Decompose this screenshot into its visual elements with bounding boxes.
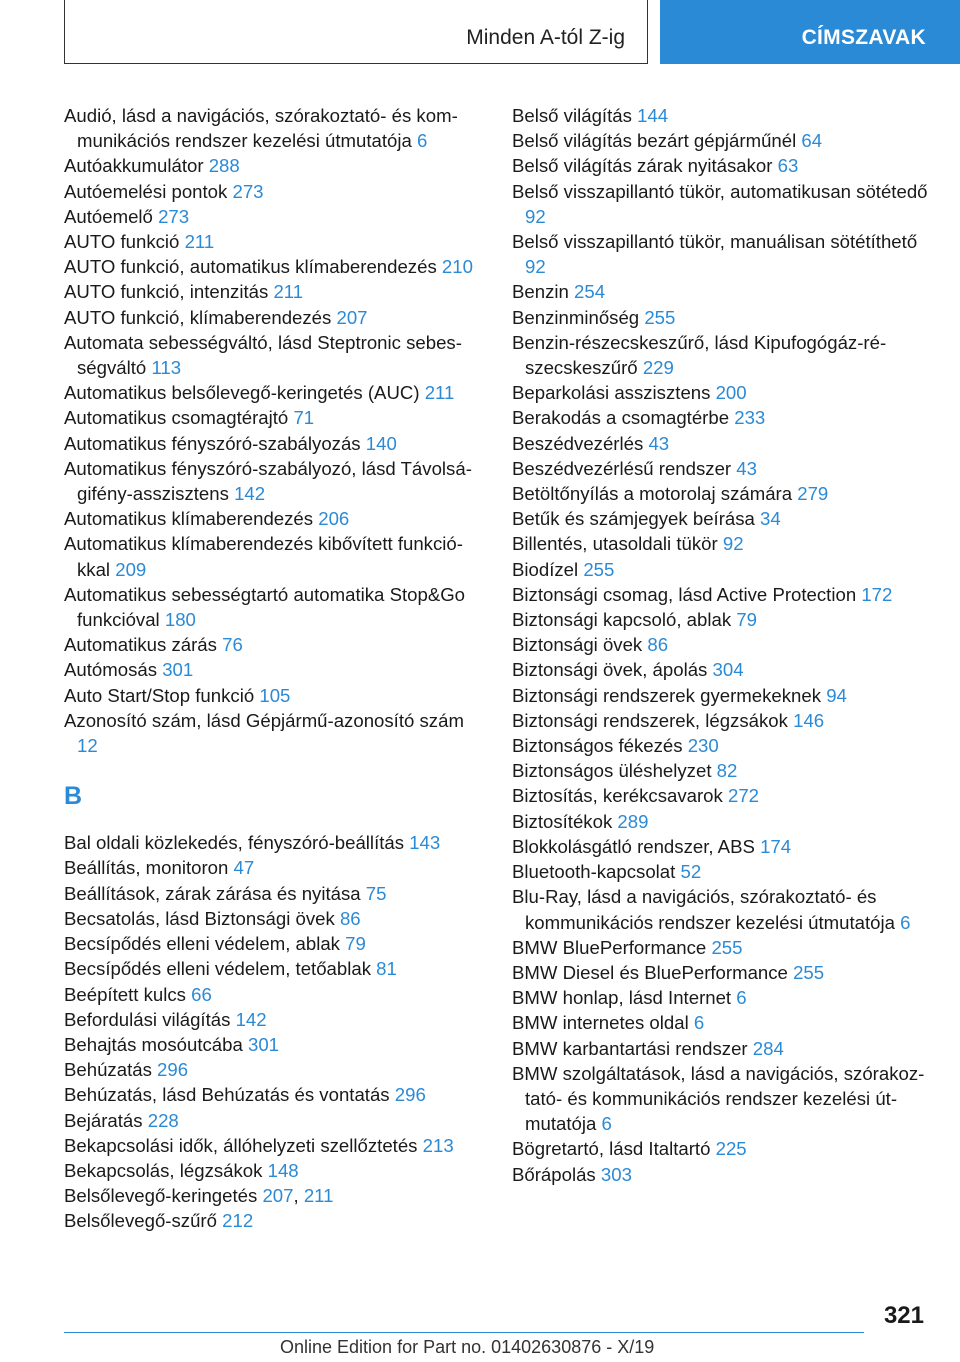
index-entry bbox=[64, 279, 486, 304]
entry-text: BMW honlap, lásd Internet bbox=[512, 987, 732, 1009]
index-entry bbox=[64, 380, 486, 405]
index-entry bbox=[512, 884, 934, 934]
index-entry bbox=[512, 1010, 934, 1035]
entry-text: Autóemelési pontok bbox=[64, 180, 228, 202]
page-link[interactable]: 79 bbox=[345, 933, 366, 955]
index-entry bbox=[512, 834, 934, 859]
page-link[interactable]: 92 bbox=[525, 205, 546, 227]
entry-text: Betöltőnyílás a motorolaj számára bbox=[512, 483, 793, 505]
entry-text: Biztonságos üléshelyzet bbox=[512, 760, 712, 782]
page-link[interactable]: 143 bbox=[409, 832, 441, 854]
index-entry bbox=[512, 506, 934, 531]
page-link[interactable]: 207 bbox=[262, 1185, 294, 1207]
entry-text: Autóemelő bbox=[64, 205, 153, 227]
index-entry bbox=[64, 1032, 486, 1057]
index-entry bbox=[64, 982, 486, 1007]
index-entry bbox=[512, 531, 934, 556]
index-entry bbox=[512, 557, 934, 582]
page-link[interactable]: 82 bbox=[716, 760, 738, 782]
entries-a-list bbox=[64, 103, 486, 758]
index-entry bbox=[512, 380, 934, 405]
index-entry bbox=[64, 405, 486, 430]
page-link[interactable]: 284 bbox=[752, 1037, 784, 1059]
index-entry bbox=[64, 229, 486, 254]
index-entry bbox=[512, 657, 934, 682]
index-entry bbox=[512, 330, 934, 380]
page-link[interactable]: 6 bbox=[693, 1012, 705, 1034]
page-link[interactable]: 76 bbox=[222, 634, 243, 656]
page-link[interactable]: 52 bbox=[680, 861, 702, 883]
index-entry bbox=[512, 1036, 934, 1061]
entry-text: AUTO funkció bbox=[64, 231, 180, 253]
entry-text: BMW Diesel és BluePerformance bbox=[512, 961, 788, 983]
entry-text: BMW karbantartási rendszer bbox=[512, 1037, 748, 1059]
page-link[interactable]: 211 bbox=[184, 231, 215, 253]
index-entry bbox=[512, 783, 934, 808]
entry-text: Benzinminőség bbox=[512, 306, 640, 328]
page-number: 321 bbox=[883, 1302, 924, 1329]
index-entry bbox=[64, 330, 486, 380]
entry-text: Automatikus belsőlevegő-keringetés (AUC) bbox=[64, 382, 420, 404]
entry-text: Belső világítás bbox=[512, 105, 632, 126]
index-entry bbox=[512, 607, 934, 632]
entry-text: Blokkolásgátló rendszer, ABS bbox=[512, 835, 755, 857]
index-entry bbox=[64, 506, 486, 531]
index-entry bbox=[64, 1158, 486, 1183]
index-entry bbox=[64, 881, 486, 906]
page-link[interactable]: 230 bbox=[687, 735, 719, 757]
index-entry bbox=[512, 229, 934, 279]
page-link[interactable]: 273 bbox=[232, 180, 264, 202]
entry-text: Beállítás, monitoron bbox=[64, 857, 229, 879]
index-entry bbox=[64, 204, 486, 229]
entry-text: Belsőlevegő-szűrő bbox=[64, 1210, 217, 1232]
page-link[interactable]: 92 bbox=[525, 256, 546, 278]
entry-text: Biztosítékok bbox=[512, 810, 613, 832]
entry-text: Beparkolási asszisztens bbox=[512, 382, 711, 404]
entry-text: Biztosítás, kerékcsavarok bbox=[512, 785, 723, 807]
entry-text: Bal oldali közlekedés, fényszóró-beállítás bbox=[64, 832, 405, 854]
page-link[interactable]: 47 bbox=[233, 857, 255, 879]
entry-text: BMW szolgáltatások, lásd a navigációs, szórakoztató- és kommunikációs rendszer kezelési útmutatója bbox=[512, 1062, 925, 1135]
index-entry bbox=[64, 1133, 486, 1158]
index-entry bbox=[512, 405, 934, 430]
entry-text: AUTO funkció, klímaberendezés bbox=[64, 306, 332, 328]
index-entry bbox=[64, 708, 486, 758]
entry-text: Becsípődés elleni védelem, ablak bbox=[64, 933, 340, 955]
page-link[interactable]: 79 bbox=[736, 609, 757, 631]
page-link[interactable]: 207 bbox=[336, 306, 368, 328]
entry-text: Beszédvezérlésű rendszer bbox=[512, 457, 732, 479]
index-entry bbox=[512, 809, 934, 834]
page-link[interactable]: 211 bbox=[273, 281, 304, 303]
page-link[interactable]: 92 bbox=[722, 533, 744, 555]
section-letter: B bbox=[64, 782, 83, 811]
entry-text: Belső visszapillantó tükör, automatikusan sötétedő bbox=[512, 180, 928, 202]
page-link[interactable]: 233 bbox=[734, 407, 766, 429]
entries-b-cont-list bbox=[512, 103, 934, 1187]
page-link[interactable]: 43 bbox=[648, 432, 670, 454]
page-link[interactable]: 254 bbox=[574, 281, 606, 303]
index-entry bbox=[64, 1208, 486, 1233]
entry-text: Benzin bbox=[512, 281, 569, 303]
entry-text: Belső világítás bezárt gépjárműnél bbox=[512, 130, 797, 152]
entry-text: Befordulási világítás bbox=[64, 1008, 231, 1030]
index-entry bbox=[64, 956, 486, 981]
page-link[interactable]: 148 bbox=[267, 1159, 299, 1181]
index-entry bbox=[512, 708, 934, 733]
index-entry bbox=[64, 1082, 486, 1107]
index-entry bbox=[512, 1162, 934, 1187]
page-link[interactable]: 212 bbox=[222, 1210, 254, 1232]
page-link[interactable]: 6 bbox=[900, 911, 911, 933]
entry-text: Automatikus fényszóró-szabályozás bbox=[64, 432, 361, 454]
page-link[interactable]: 43 bbox=[736, 457, 757, 479]
page-link[interactable]: 209 bbox=[115, 558, 147, 580]
index-entry bbox=[64, 632, 486, 657]
entry-text: Beszédvezérlés bbox=[512, 432, 644, 454]
right-column bbox=[512, 103, 934, 1187]
index-entry bbox=[64, 1007, 486, 1032]
page-link[interactable]: 229 bbox=[642, 357, 674, 379]
index-entry bbox=[512, 758, 934, 783]
index-entry bbox=[64, 531, 486, 581]
index-entry bbox=[512, 985, 934, 1010]
index-entry bbox=[512, 279, 934, 304]
page-link[interactable]: 94 bbox=[826, 684, 847, 706]
page-link[interactable]: 301 bbox=[162, 659, 194, 681]
entry-text: BMW BluePerformance bbox=[512, 936, 707, 958]
entry-text: BMW internetes oldal bbox=[512, 1012, 689, 1034]
page-link[interactable]: 140 bbox=[365, 432, 397, 454]
entry-text: Automatikus fényszóró-szabályozó, lásd Távolságifény-asszisztens bbox=[64, 457, 472, 505]
page-link[interactable]: 272 bbox=[727, 785, 760, 807]
index-entry bbox=[64, 456, 486, 506]
entry-text: Automatikus klímaberendezés bbox=[64, 508, 314, 530]
entry-text: Autómosás bbox=[64, 659, 158, 681]
index-entry bbox=[512, 179, 934, 229]
index-entry bbox=[64, 657, 486, 682]
page-link[interactable]: 86 bbox=[339, 907, 361, 929]
entry-text: Betűk és számjegyek beírása bbox=[512, 508, 755, 530]
page-link[interactable]: 113 bbox=[151, 357, 182, 379]
index-entry bbox=[512, 128, 934, 153]
footer-edition: Online Edition for Part no. 01402630876 - X/19 bbox=[280, 1337, 655, 1357]
index-entry bbox=[64, 906, 486, 931]
entry-text: Biztonsági rendszerek gyermekeknek bbox=[512, 684, 822, 706]
page-link[interactable]: 213 bbox=[422, 1134, 454, 1156]
entry-text: Billentés, utasoldali tükör bbox=[512, 533, 718, 555]
index-entry bbox=[512, 1136, 934, 1161]
index-entry bbox=[512, 582, 934, 607]
index-entry bbox=[512, 481, 934, 506]
index-entry bbox=[512, 859, 934, 884]
entry-text: Automatikus sebességtartó automatika Stop&Go funkcióval bbox=[64, 583, 466, 631]
entry-text: Bluetooth-kapcsolat bbox=[512, 861, 676, 883]
index-entry bbox=[512, 1061, 934, 1137]
entry-text: AUTO funkció, intenzitás bbox=[64, 281, 269, 303]
index-entry: Belsőlevegő-keringetés 207, 211 bbox=[64, 1185, 334, 1207]
entry-text: Belső visszapillantó tükör, manuálisan sötétíthető bbox=[512, 231, 918, 253]
entry-text: Benzin-részecskeszűrő, lásd Kipufogógáz-részecskeszűrő bbox=[512, 331, 887, 379]
entry-text: Bejáratás bbox=[64, 1109, 143, 1131]
page-link[interactable]: 174 bbox=[760, 835, 792, 857]
entry-text: Bőrápolás bbox=[512, 1163, 596, 1185]
index-entry bbox=[512, 683, 934, 708]
page-link[interactable]: 146 bbox=[793, 709, 825, 731]
index-entry bbox=[64, 830, 486, 855]
entry-text: Belső világítás zárak nyitásakor bbox=[512, 155, 773, 177]
index-entry bbox=[512, 153, 934, 178]
page-link[interactable]: 288 bbox=[208, 155, 240, 177]
entry-text: Behúzatás, lásd Behúzatás és vontatás bbox=[64, 1084, 390, 1106]
page-link[interactable]: 64 bbox=[801, 130, 823, 152]
page-link[interactable]: 86 bbox=[647, 634, 669, 656]
section-title: Minden A-tól Z-ig bbox=[466, 26, 625, 49]
page-link[interactable]: 180 bbox=[164, 609, 196, 631]
index-entry bbox=[64, 855, 486, 880]
index-entry bbox=[64, 931, 486, 956]
entry-text: Biztonsági csomag, lásd Active Protection bbox=[512, 583, 857, 605]
entry-text: Biztonsági övek bbox=[512, 634, 643, 656]
entry-text: Audió, lásd a navigációs, szórakoztató- és kommunikációs rendszer kezelési útmutatója bbox=[64, 105, 458, 152]
entry-text: Behúzatás bbox=[64, 1059, 152, 1081]
page-link[interactable]: 211 bbox=[424, 382, 455, 404]
page-link[interactable]: 34 bbox=[760, 508, 781, 530]
entry-text: Biztonsági övek, ápolás bbox=[512, 659, 708, 681]
entry-text: Blu-Ray, lásd a navigációs, szórakoztató- és kommunikációs rendszer kezelési útmutatója bbox=[512, 886, 895, 933]
page-link[interactable]: 296 bbox=[157, 1059, 189, 1081]
entry-text: Beépített kulcs bbox=[64, 983, 186, 1005]
index-entry bbox=[512, 305, 934, 330]
page-link[interactable]: 255 bbox=[711, 936, 743, 958]
entry-text: Biodízel bbox=[512, 558, 579, 580]
page-link[interactable]: 142 bbox=[234, 483, 266, 505]
page-link[interactable]: 225 bbox=[715, 1138, 747, 1160]
page-link[interactable]: 206 bbox=[318, 508, 350, 530]
page-link[interactable]: 255 bbox=[793, 961, 825, 983]
index-entry bbox=[64, 254, 486, 279]
index-entry bbox=[64, 431, 486, 456]
entry-text: Bögretartó, lásd Italtartó bbox=[512, 1138, 711, 1160]
entry-text: Automatikus csomagtérajtó bbox=[64, 407, 289, 429]
page-link[interactable]: 144 bbox=[637, 105, 669, 126]
entry-text: Becsípődés elleni védelem, tetőablak bbox=[64, 958, 371, 980]
page-link[interactable]: 255 bbox=[583, 558, 615, 580]
page-link[interactable]: 255 bbox=[644, 306, 676, 328]
entry-text: Behajtás mosóutcába bbox=[64, 1033, 243, 1055]
entry-text: Bekapcsolási idők, állóhelyzeti szellőztetés bbox=[64, 1134, 418, 1156]
index-entry bbox=[512, 431, 934, 456]
left-column bbox=[64, 103, 486, 1234]
entry-text: Biztonsági kapcsoló, ablak bbox=[512, 609, 732, 631]
footer-divider bbox=[64, 1332, 864, 1333]
index-entry bbox=[64, 179, 486, 204]
entry-text: Autóakkumulátor bbox=[64, 155, 204, 177]
entry-text: Biztonsági rendszerek, légzsákok bbox=[512, 709, 788, 731]
entry-text: Becsatolás, lásd Biztonsági övek bbox=[64, 907, 335, 929]
index-entry bbox=[512, 456, 934, 481]
index-entry bbox=[64, 1108, 486, 1133]
page-link[interactable]: 75 bbox=[365, 882, 387, 904]
page-link[interactable]: 273 bbox=[158, 205, 190, 227]
page-link[interactable]: 66 bbox=[191, 983, 212, 1005]
entry-text: Biztonságos fékezés bbox=[512, 735, 683, 757]
page-link[interactable]: 296 bbox=[394, 1084, 426, 1106]
page-link[interactable]: 210 bbox=[441, 256, 473, 278]
index-entry bbox=[64, 305, 486, 330]
entry-text: Automatikus klímaberendezés kibővített funkciókkal bbox=[64, 533, 463, 580]
page-link[interactable]: 289 bbox=[617, 810, 649, 832]
header-tab bbox=[660, 0, 960, 64]
page-link[interactable]: 301 bbox=[248, 1033, 280, 1055]
index-entry bbox=[512, 632, 934, 657]
page-link[interactable]: 304 bbox=[712, 659, 744, 681]
entry-text: Auto Start/Stop funkció bbox=[64, 684, 255, 706]
page-link[interactable]: 63 bbox=[777, 155, 799, 177]
index-entry bbox=[64, 153, 486, 178]
index-entry bbox=[64, 683, 486, 708]
page-link[interactable]: 12 bbox=[77, 735, 98, 757]
page-link[interactable]: 6 bbox=[601, 1113, 612, 1135]
page-link[interactable]: 142 bbox=[235, 1008, 267, 1030]
entry-text: Berakodás a csomagtérbe bbox=[512, 407, 730, 429]
entry-text: Belsőlevegő-keringetés bbox=[64, 1185, 258, 1207]
index-entry bbox=[64, 1057, 486, 1082]
tab-label: CÍMSZAVAK bbox=[801, 26, 926, 49]
page-link[interactable]: 71 bbox=[293, 407, 315, 429]
page-link[interactable]: 211 bbox=[303, 1185, 334, 1207]
page-link[interactable]: 303 bbox=[600, 1163, 632, 1185]
page-link[interactable]: 6 bbox=[417, 130, 428, 152]
entries-b-list bbox=[64, 830, 486, 1233]
header-section-box bbox=[64, 0, 648, 64]
index-entry bbox=[64, 582, 486, 632]
entry-text: Beállítások, zárak zárása és nyitása bbox=[64, 882, 361, 904]
index-entry bbox=[512, 935, 934, 960]
page-link[interactable]: 105 bbox=[259, 684, 291, 706]
page-link[interactable]: 172 bbox=[861, 583, 893, 605]
index-entry bbox=[512, 103, 934, 128]
page-link[interactable]: 228 bbox=[147, 1109, 179, 1131]
index-entry bbox=[512, 960, 934, 985]
entry-text: Automatikus zárás bbox=[64, 634, 217, 656]
entry-text: Azonosító szám, lásd Gépjármű-azonosító szám bbox=[64, 709, 464, 731]
index-entry bbox=[64, 103, 486, 153]
page-link[interactable]: 279 bbox=[797, 483, 829, 505]
index-entry bbox=[512, 733, 934, 758]
page-link[interactable]: 81 bbox=[376, 958, 397, 980]
entry-text: Automata sebességváltó, lásd Steptronic sebességváltó bbox=[64, 331, 462, 379]
entry-text: AUTO funkció, automatikus klímaberendezés bbox=[64, 256, 437, 278]
page-link[interactable]: 6 bbox=[736, 987, 747, 1009]
entry-text: Bekapcsolás, légzsákok bbox=[64, 1159, 263, 1181]
page-link[interactable]: 200 bbox=[715, 382, 747, 404]
